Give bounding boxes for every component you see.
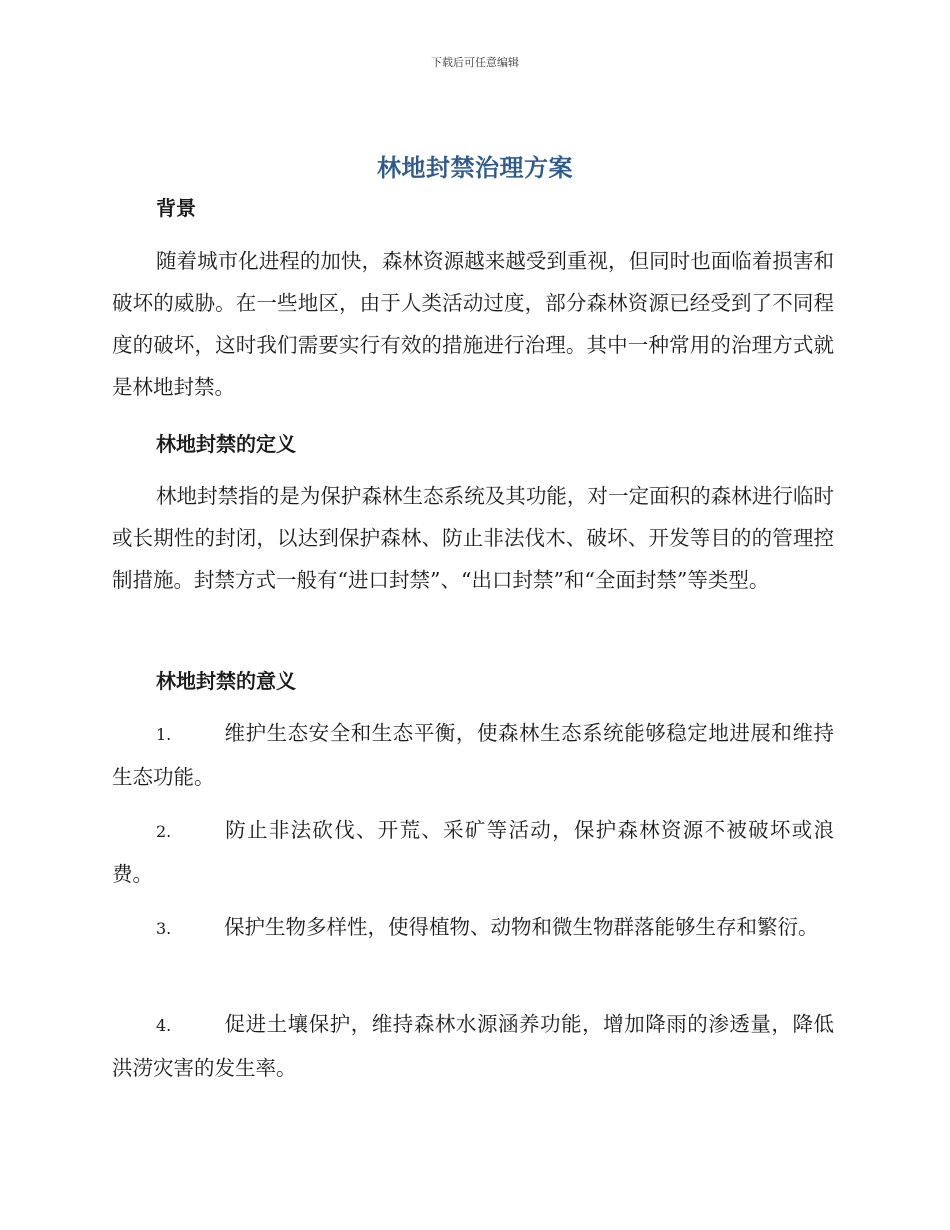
paragraph: 林地封禁指的是为保护森林生态系统及其功能，对一定面积的森林进行临时或长期性的封闭，以达到保护森林、防止非法伐木、破坏、开发等目的的管理控制措施。封禁方式一般有“进口封禁”、“出口封禁”和“全面封禁”等类型。 <box>112 484 834 592</box>
section-heading-definition: 林地封禁的定义 <box>156 432 296 456</box>
section-heading-background: 背景 <box>156 196 196 220</box>
significance-item-1 <box>112 712 834 798</box>
page-header-note: 下载后可任意编辑 <box>431 56 519 69</box>
list-number: 2. <box>156 822 172 841</box>
list-number: 1. <box>156 725 172 744</box>
list-item-text: 防止非法砍伐、开荒、采矿等活动，保护森林资源不被破坏或浪费。 <box>112 818 834 886</box>
significance-item-4 <box>112 1003 834 1089</box>
section-body-definition <box>112 475 834 601</box>
list-item <box>112 712 834 798</box>
list-item-text: 保护生物多样性，使得植物、动物和微生物群落能够生存和繁衍。 <box>224 915 819 939</box>
section-body-background <box>112 240 834 408</box>
list-item <box>112 809 834 895</box>
list-number: 3. <box>156 919 172 938</box>
list-item-text: 维护生态安全和生态平衡，使森林生态系统能够稳定地进展和维持生态功能。 <box>112 721 834 789</box>
list-item <box>112 1003 834 1089</box>
document-title: 林地封禁治理方案 <box>377 154 573 182</box>
significance-item-3 <box>112 906 834 950</box>
list-item-text: 促进土壤保护，维持森林水源涵养功能，增加降雨的渗透量，降低洪涝灾害的发生率。 <box>112 1012 834 1080</box>
significance-item-2 <box>112 809 834 895</box>
list-number: 4. <box>156 1016 172 1035</box>
section-heading-significance: 林地封禁的意义 <box>156 669 296 693</box>
paragraph: 随着城市化进程的加快，森林资源越来越受到重视，但同时也面临着损害和破坏的威胁。在一些地区，由于人类活动过度，部分森林资源已经受到了不同程度的破坏，这时我们需要实行有效的措施进行治理。其中一种常用的治理方式就是林地封禁。 <box>112 249 834 399</box>
list-item <box>112 906 834 950</box>
